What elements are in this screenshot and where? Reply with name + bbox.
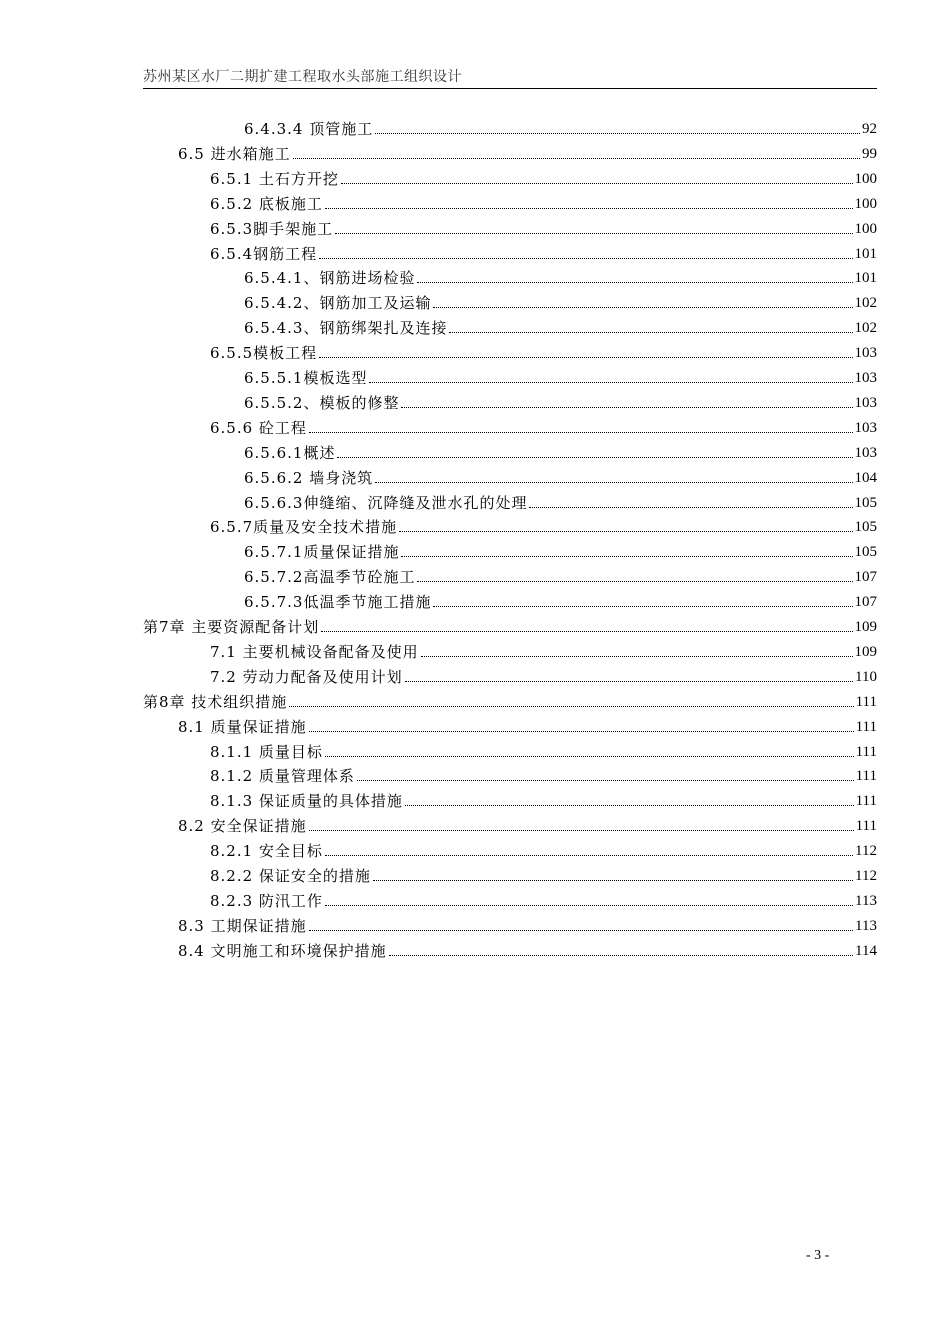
toc-entry-title: 6.5.1 土石方开挖 (210, 169, 339, 188)
dot-leader (325, 207, 853, 209)
toc-entry-page: 112 (855, 843, 877, 860)
dot-leader (309, 829, 854, 831)
toc-entry-title: 6.5.4.1、钢筋进场检验 (244, 269, 416, 288)
toc-entry[interactable] (210, 512, 877, 536)
toc-entry-page: 111 (855, 818, 877, 835)
toc-entry-page: 107 (854, 569, 877, 586)
toc-entry-page: 110 (855, 668, 877, 685)
toc-entry[interactable] (210, 861, 877, 885)
toc-entry-page: 111 (855, 743, 877, 760)
dot-leader (421, 655, 853, 657)
toc-entry-page: 105 (854, 544, 877, 561)
dot-leader (417, 580, 852, 582)
dot-leader (405, 680, 853, 682)
dot-leader (357, 779, 854, 781)
toc-entry[interactable] (210, 189, 877, 213)
toc-entry[interactable] (210, 737, 877, 761)
toc-entry-title: 6.5.4钢筋工程 (210, 244, 318, 263)
toc-entry[interactable] (143, 687, 877, 711)
toc-entry[interactable] (244, 363, 877, 387)
page-number: - 3 - (806, 1248, 830, 1263)
toc-entry-page: 101 (854, 270, 877, 287)
toc-entry-title: 8.1.1 质量目标 (210, 742, 323, 761)
toc-entry-title: 6.5.6.3伸缝缩、沉降缝及泄水孔的处理 (244, 493, 528, 512)
dot-leader (321, 630, 852, 632)
dot-leader (373, 879, 853, 881)
toc-entry[interactable] (244, 463, 877, 487)
toc-entry-title: 8.2.3 防汛工作 (210, 891, 323, 910)
toc-entry[interactable] (210, 338, 877, 362)
dot-leader (319, 356, 852, 358)
toc-entry[interactable] (210, 214, 877, 238)
toc-entry[interactable] (210, 886, 877, 910)
dot-leader (293, 157, 860, 159)
toc-entry-title: 8.2.1 安全目标 (210, 842, 323, 861)
dot-leader (369, 381, 852, 383)
toc-entry-title: 8.1.2 质量管理体系 (210, 767, 355, 786)
toc-entry[interactable] (244, 263, 877, 287)
dot-leader (433, 306, 852, 308)
dot-leader (309, 929, 853, 931)
toc-entry-page: 105 (854, 494, 877, 511)
toc-entry-page: 111 (855, 768, 877, 785)
toc-entry[interactable] (178, 712, 877, 736)
toc-entry-page: 104 (854, 469, 877, 486)
toc-entry[interactable] (244, 114, 877, 138)
dot-leader (289, 705, 853, 707)
toc-entry-page: 100 (854, 195, 877, 212)
toc-entry[interactable] (210, 662, 877, 686)
toc-entry-title: 6.5.7.2高温季节砼施工 (244, 568, 416, 587)
toc-entry-page: 111 (855, 693, 877, 710)
dot-leader (341, 182, 853, 184)
dot-leader (529, 506, 852, 508)
dot-leader (405, 804, 854, 806)
dot-leader (335, 232, 852, 234)
toc-entry-title: 6.5.3脚手架施工 (210, 219, 334, 238)
dot-leader (309, 730, 854, 732)
toc-entry-page: 114 (855, 942, 877, 959)
dot-leader (417, 281, 852, 283)
toc-entry[interactable] (244, 438, 877, 462)
toc-entry[interactable] (244, 288, 877, 312)
toc-entry-title: 8.2.2 保证安全的措施 (210, 867, 371, 885)
toc-entry-page: 100 (854, 170, 877, 187)
toc-entry-title: 6.5.2 底板施工 (210, 194, 323, 213)
toc-entry[interactable] (143, 612, 877, 636)
toc-entry-title: 6.5.5.1模板选型 (244, 369, 368, 387)
toc-entry-title: 第8章 技术组织措施 (143, 692, 288, 711)
document-title: 苏州某区水厂二期扩建工程取水头部施工组织设计 (143, 69, 462, 85)
toc-entry[interactable] (210, 786, 877, 810)
toc-entry-title: 8.1 质量保证措施 (178, 717, 307, 736)
toc-entry-title: 6.5.5.2、模板的修整 (244, 393, 400, 412)
toc-entry-title: 6.5.4.3、钢筋绑架扎及连接 (244, 319, 448, 338)
toc-entry-page: 103 (854, 370, 877, 386)
toc-entry[interactable] (178, 911, 877, 935)
toc-entry-page: 112 (855, 868, 877, 884)
toc-entry[interactable] (244, 388, 877, 412)
running-header (143, 66, 877, 89)
toc-entry[interactable] (210, 761, 877, 785)
toc-entry-title: 8.4 文明施工和环境保护措施 (178, 941, 387, 960)
toc-entry-title: 6.5.7质量及安全技术措施 (210, 518, 398, 537)
toc-entry-page: 111 (855, 793, 877, 810)
toc-entry-title: 第7章 主要资源配备计划 (143, 618, 320, 636)
toc-entry-page: 109 (854, 619, 877, 635)
toc-entry[interactable] (210, 413, 877, 437)
toc-entry[interactable] (178, 811, 877, 835)
dot-leader (337, 456, 852, 458)
toc-entry-title: 6.5.7.1质量保证措施 (244, 543, 400, 562)
toc-entry-page: 113 (855, 892, 877, 909)
toc-entry-page: 103 (854, 394, 877, 411)
dot-leader (433, 605, 852, 607)
toc-entry-title: 6.5.4.2、钢筋加工及运输 (244, 294, 432, 313)
toc-entry-page: 102 (854, 320, 877, 337)
toc-entry-title: 6.5.6.1概述 (244, 443, 336, 462)
toc-entry-title: 6.5.7.3低温季节施工措施 (244, 593, 432, 612)
toc-entry-page: 113 (855, 917, 877, 934)
toc-entry[interactable] (210, 637, 877, 661)
dot-leader (401, 555, 852, 557)
toc-entry-title: 6.4.3.4 顶管施工 (244, 120, 374, 138)
toc-entry-page: 100 (854, 220, 877, 237)
toc-entry[interactable] (210, 164, 877, 188)
toc-entry-title: 6.5.6.2 墙身浇筑 (244, 468, 374, 487)
toc-entry-title: 6.5.5模板工程 (210, 344, 318, 363)
dot-leader (401, 406, 852, 408)
toc-entry-page: 107 (854, 594, 877, 611)
toc-entry-title: 8.3 工期保证措施 (178, 916, 307, 935)
toc-entry-page: 105 (854, 519, 877, 536)
toc-entry-page: 103 (854, 345, 877, 362)
toc-entry-page: 103 (854, 419, 877, 436)
toc-entry-title: 7.1 主要机械设备配备及使用 (210, 642, 419, 661)
toc-entry[interactable] (178, 936, 877, 960)
toc-entry-title: 6.5.6 砼工程 (210, 418, 307, 437)
dot-leader (325, 854, 853, 856)
toc-entry[interactable] (210, 836, 877, 860)
toc-entry-page: 101 (854, 245, 877, 262)
dot-leader (325, 755, 854, 757)
toc-entry-title: 8.2 安全保证措施 (178, 817, 307, 836)
toc-entry-page: 102 (854, 295, 877, 312)
dot-leader (389, 954, 853, 956)
dot-leader (325, 904, 853, 906)
toc-entry-title: 6.5 进水箱施工 (178, 144, 291, 163)
dot-leader (399, 530, 852, 532)
dot-leader (449, 331, 852, 333)
toc-entry[interactable] (244, 587, 877, 611)
dot-leader (375, 481, 852, 483)
toc-entry-page: 103 (854, 444, 877, 461)
toc-entry-page: 99 (862, 145, 877, 162)
toc-entry[interactable] (244, 488, 877, 512)
toc-entry-title: 8.1.3 保证质量的具体措施 (210, 792, 403, 811)
toc-entry[interactable] (178, 139, 877, 163)
toc-entry[interactable] (244, 562, 877, 586)
toc-entry[interactable] (210, 239, 877, 263)
toc-entry-title: 7.2 劳动力配备及使用计划 (210, 667, 403, 686)
dot-leader (375, 132, 860, 134)
toc-entry[interactable] (244, 537, 877, 561)
dot-leader (309, 431, 853, 433)
toc-entry-page: 92 (862, 121, 877, 137)
toc-entry-page: 109 (854, 643, 877, 660)
toc-entry[interactable] (244, 313, 877, 337)
toc-entry-page: 111 (855, 718, 877, 735)
dot-leader (319, 257, 852, 259)
